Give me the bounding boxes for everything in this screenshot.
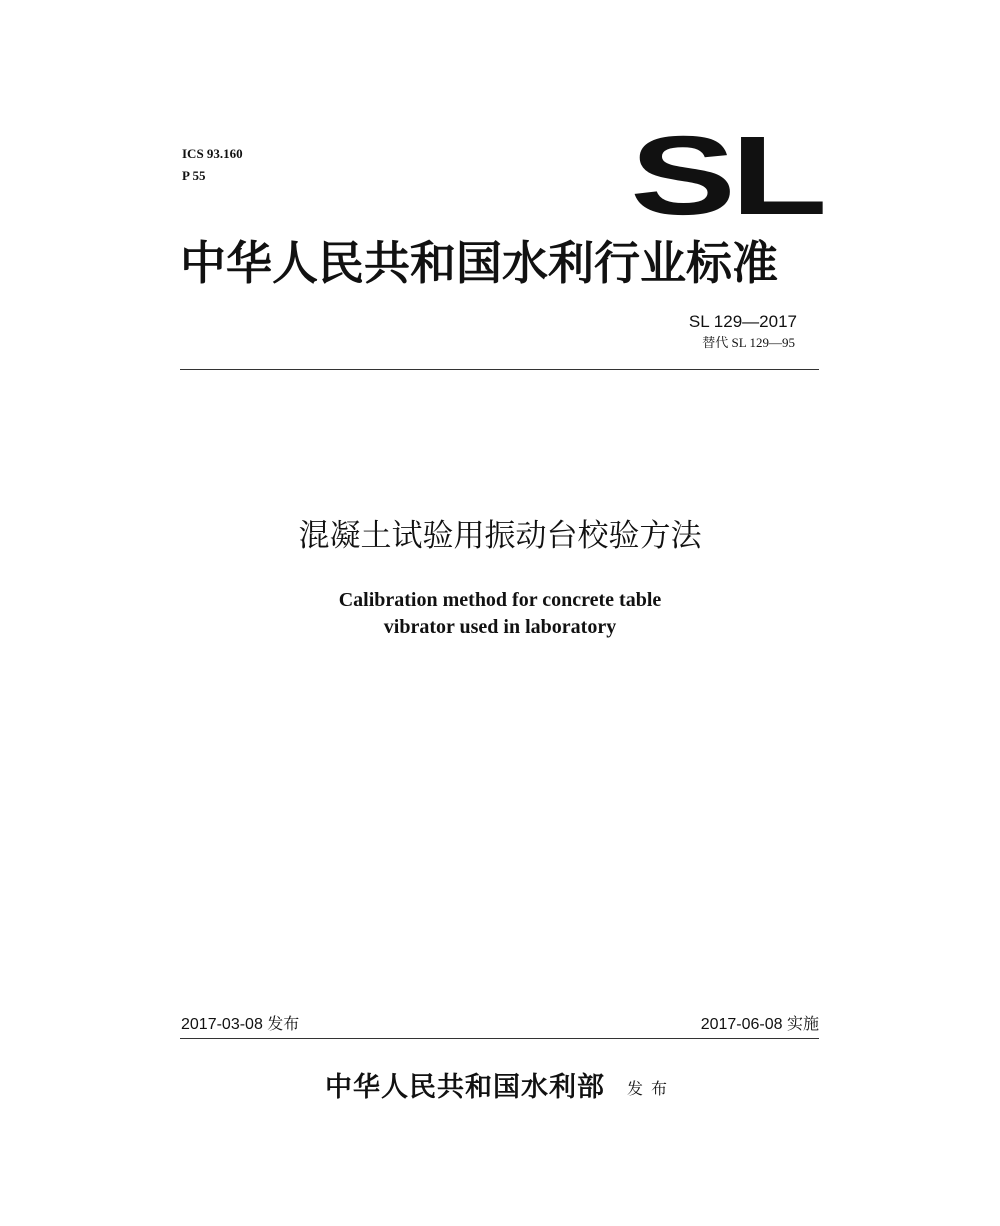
document-title-chinese: 混凝土试验用振动台校验方法	[298, 518, 702, 554]
sl-logo: SL	[630, 113, 822, 238]
p-code: P 55	[182, 168, 206, 183]
top-divider	[180, 369, 819, 370]
publish-word: 发布	[626, 1079, 675, 1098]
publisher-line	[0, 1070, 1000, 1107]
org-title: 中华人民共和国水利行业标准	[180, 236, 778, 290]
publisher-name: 中华人民共和国水利部	[324, 1072, 605, 1103]
ics-code: ICS 93.160	[182, 146, 243, 161]
document-title-english-line1: Calibration method for concrete table	[338, 589, 662, 611]
effective-date: 2017-06-08 实施	[700, 1016, 819, 1033]
document-title-english-line2: vibrator used in laboratory	[383, 616, 617, 638]
issue-date: 2017-03-08 发布	[181, 1016, 300, 1033]
replaces-standard: 替代 SL 129—95	[702, 335, 795, 350]
standard-number: SL 129—2017	[688, 312, 797, 331]
bottom-divider	[180, 1038, 819, 1039]
